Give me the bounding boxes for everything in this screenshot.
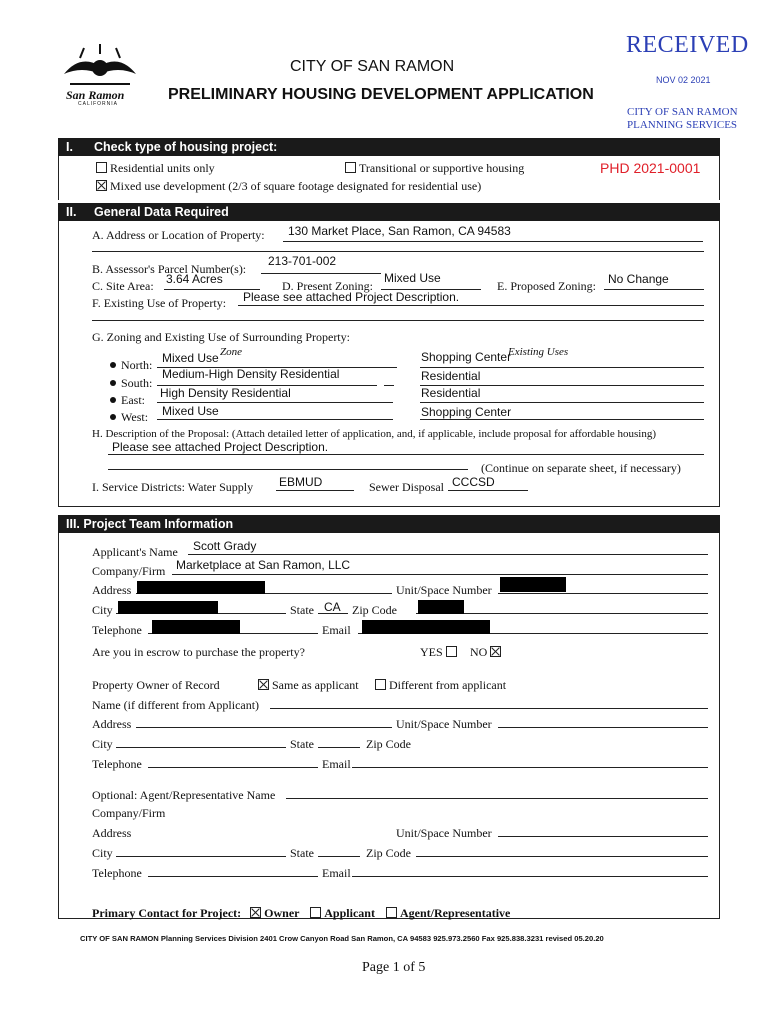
west-use-field[interactable]: Shopping Center [421, 405, 512, 419]
label-agent-company: Company/Firm [92, 806, 166, 820]
company-field[interactable]: Marketplace at San Ramon, LLC [176, 558, 351, 572]
label-agent-city: City [92, 846, 113, 860]
label-present-zoning: D. Present Zoning: [282, 279, 373, 293]
sewer-field[interactable]: CCCSD [452, 475, 495, 489]
state-field[interactable]: CA [324, 600, 341, 614]
section-1-num: I. [66, 140, 73, 154]
label-agent-name: Optional: Agent/Representative Name [92, 788, 276, 802]
label-owner-state: State [290, 737, 314, 751]
label-address: Address [92, 583, 132, 597]
option-residential-only[interactable]: Residential units only [96, 161, 215, 176]
owner-unit-field[interactable] [498, 727, 708, 728]
page-number: Page 1 of 5 [362, 960, 426, 975]
section-3-title: III. Project Team Information [66, 517, 234, 531]
redacted-zip [418, 600, 464, 614]
label-owner-email: Email [322, 757, 351, 771]
label-apn: B. Assessor's Parcel Number(s): [92, 262, 247, 276]
east-zone-field[interactable]: High Density Residential [160, 386, 291, 400]
label-agent-state: State [290, 846, 314, 860]
contact-applicant[interactable]: Applicant [310, 906, 375, 920]
label-site-area: C. Site Area: [92, 279, 154, 293]
label-owner-unit: Unit/Space Number [396, 717, 492, 731]
label-service-districts: I. Service Districts: Water Supply [92, 480, 254, 494]
redacted-telephone [152, 620, 240, 634]
option-mixed-use[interactable]: Mixed use development (2/3 of square footage designated for residential use) [96, 179, 481, 194]
label-company: Company/Firm [92, 564, 166, 578]
agent-email-field[interactable] [352, 876, 708, 877]
west-zone-field[interactable]: Mixed Use [162, 404, 219, 418]
zone-column-header: Zone [220, 346, 242, 358]
checkbox-residential[interactable] [96, 162, 107, 173]
label-agent-email: Email [322, 866, 351, 880]
south-label: South: [121, 376, 153, 390]
west-label: West: [121, 410, 149, 424]
south-zone-field[interactable]: Medium-High Density Residential [162, 367, 340, 381]
checkbox-mixed-use[interactable] [96, 180, 107, 191]
site-area-field[interactable]: 3.64 Acres [166, 272, 223, 286]
label-owner-zip: Zip Code [366, 737, 411, 751]
owner-different[interactable]: Different from applicant [375, 678, 506, 693]
option-transitional[interactable]: Transitional or supportive housing [345, 161, 524, 176]
label-description: H. Description of the Proposal: (Attach detailed letter of application, and, if applicable, include proposal for affordable housing) [92, 428, 656, 440]
section-1-header [58, 138, 720, 156]
section-2-num: II. [66, 205, 77, 219]
checkbox-contact-owner[interactable] [250, 907, 261, 918]
contact-owner[interactable]: Owner [250, 906, 299, 920]
apn-field[interactable]: 213-701-002 [268, 254, 337, 268]
escrow-no[interactable]: NO [470, 645, 504, 660]
label-property-owner: Property Owner of Record [92, 678, 220, 692]
owner-address-field[interactable] [136, 727, 392, 728]
label-applicant-name: Applicant's Name [92, 545, 178, 559]
label-name-if-different: Name (if different from Applicant) [92, 698, 260, 712]
uses-column-header: Existing Uses [508, 346, 569, 358]
label-surrounding: G. Zoning and Existing Use of Surrounding Property: [92, 330, 350, 344]
owner-telephone-field[interactable] [148, 767, 318, 768]
east-label: East: [121, 393, 145, 407]
north-label: North: [121, 358, 153, 372]
south-use-field[interactable]: Residential [421, 369, 481, 383]
checkbox-owner-different[interactable] [375, 679, 386, 690]
label-agent-unit: Unit/Space Number [396, 826, 492, 840]
agent-name-field[interactable] [286, 798, 708, 799]
contact-agent[interactable]: Agent/Representative [386, 906, 510, 920]
footer-address: CITY OF SAN RAMON Planning Services Division 2401 Crow Canyon Road San Ramon, CA 94583 925.973.2560 Fax 925.838.3231 revised 05.20.20 [80, 934, 604, 943]
checkbox-transitional[interactable] [345, 162, 356, 173]
checkbox-escrow-no[interactable] [490, 646, 501, 657]
section-2-title: General Data Required [94, 205, 229, 219]
stamp-date: NOV 02 2021 [656, 75, 711, 85]
city-name: CITY OF SAN RAMON [290, 58, 455, 75]
label-email: Email [322, 623, 351, 637]
checkbox-owner-same[interactable] [258, 679, 269, 690]
escrow-question: Are you in escrow to purchase the property? [92, 645, 305, 659]
label-owner-telephone: Telephone [92, 757, 142, 771]
label-existing-use: F. Existing Use of Property: [92, 296, 227, 310]
description-field[interactable]: Please see attached Project Description. [112, 440, 329, 454]
applicant-name-field[interactable]: Scott Grady [193, 539, 257, 553]
agent-state-field[interactable] [318, 856, 360, 857]
owner-state-field[interactable] [318, 747, 360, 748]
city-logo [60, 44, 140, 107]
checkbox-contact-applicant[interactable] [310, 907, 321, 918]
existing-use-field[interactable]: Please see attached Project Description. [243, 290, 460, 304]
redacted-address [137, 581, 265, 594]
label-zip: Zip Code [352, 603, 397, 617]
bird-logo-icon [60, 44, 140, 92]
label-owner-address: Address [92, 717, 132, 731]
label-city: City [92, 603, 113, 617]
agent-zip-field[interactable] [416, 856, 708, 857]
label-telephone: Telephone [92, 623, 142, 637]
stamp-line1: CITY OF SAN RAMON [627, 106, 738, 118]
water-supply-field[interactable]: EBMUD [279, 475, 323, 489]
continue-note: (Continue on separate sheet, if necessary) [481, 461, 681, 475]
agent-unit-field[interactable] [498, 836, 708, 837]
label-unit: Unit/Space Number [396, 583, 492, 597]
checkbox-escrow-yes[interactable] [446, 646, 457, 657]
section-1-title: Check type of housing project: [94, 140, 278, 154]
owner-same[interactable]: Same as applicant [258, 678, 359, 693]
agent-city-field[interactable] [116, 856, 286, 857]
north-use-field[interactable]: Shopping Center [421, 350, 512, 364]
label-owner-city: City [92, 737, 113, 751]
stamp-line2: PLANNING SERVICES [627, 119, 738, 131]
label-address-location: A. Address or Location of Property: [92, 228, 265, 242]
owner-name-field[interactable] [270, 708, 708, 709]
logo-text: San Ramon [66, 88, 125, 102]
primary-contact-label: Primary Contact for Project: [92, 906, 242, 920]
redacted-city [118, 601, 218, 614]
label-state: State [290, 603, 314, 617]
stamp-received: RECEIVED [626, 32, 749, 58]
label-proposed-zoning: E. Proposed Zoning: [497, 279, 596, 293]
label-sewer: Sewer Disposal [369, 480, 444, 494]
logo-subtext: CALIFORNIA [78, 101, 119, 107]
address-location-field[interactable]: 130 Market Place, San Ramon, CA 94583 [288, 224, 511, 238]
escrow-yes[interactable]: YES [420, 645, 460, 660]
north-zone-field[interactable]: Mixed Use [162, 351, 219, 365]
label-agent-zip: Zip Code [366, 846, 411, 860]
agent-telephone-field[interactable] [148, 876, 318, 877]
label-agent-address: Address [92, 826, 132, 840]
redacted-email [362, 620, 490, 634]
section-2-header [58, 203, 720, 221]
owner-city-field[interactable] [116, 747, 286, 748]
redacted-unit [500, 577, 566, 592]
phd-number: PHD 2021-0001 [600, 160, 701, 176]
page-title: PRELIMINARY HOUSING DEVELOPMENT APPLICATION [168, 86, 594, 103]
proposed-zoning-field[interactable]: No Change [608, 272, 669, 286]
east-use-field[interactable]: Residential [421, 386, 481, 400]
present-zoning-field[interactable]: Mixed Use [384, 271, 441, 285]
owner-email-field[interactable] [352, 767, 708, 768]
checkbox-contact-agent[interactable] [386, 907, 397, 918]
primary-contact-row [92, 906, 510, 921]
section-3-header [58, 515, 720, 533]
label-agent-telephone: Telephone [92, 866, 142, 880]
